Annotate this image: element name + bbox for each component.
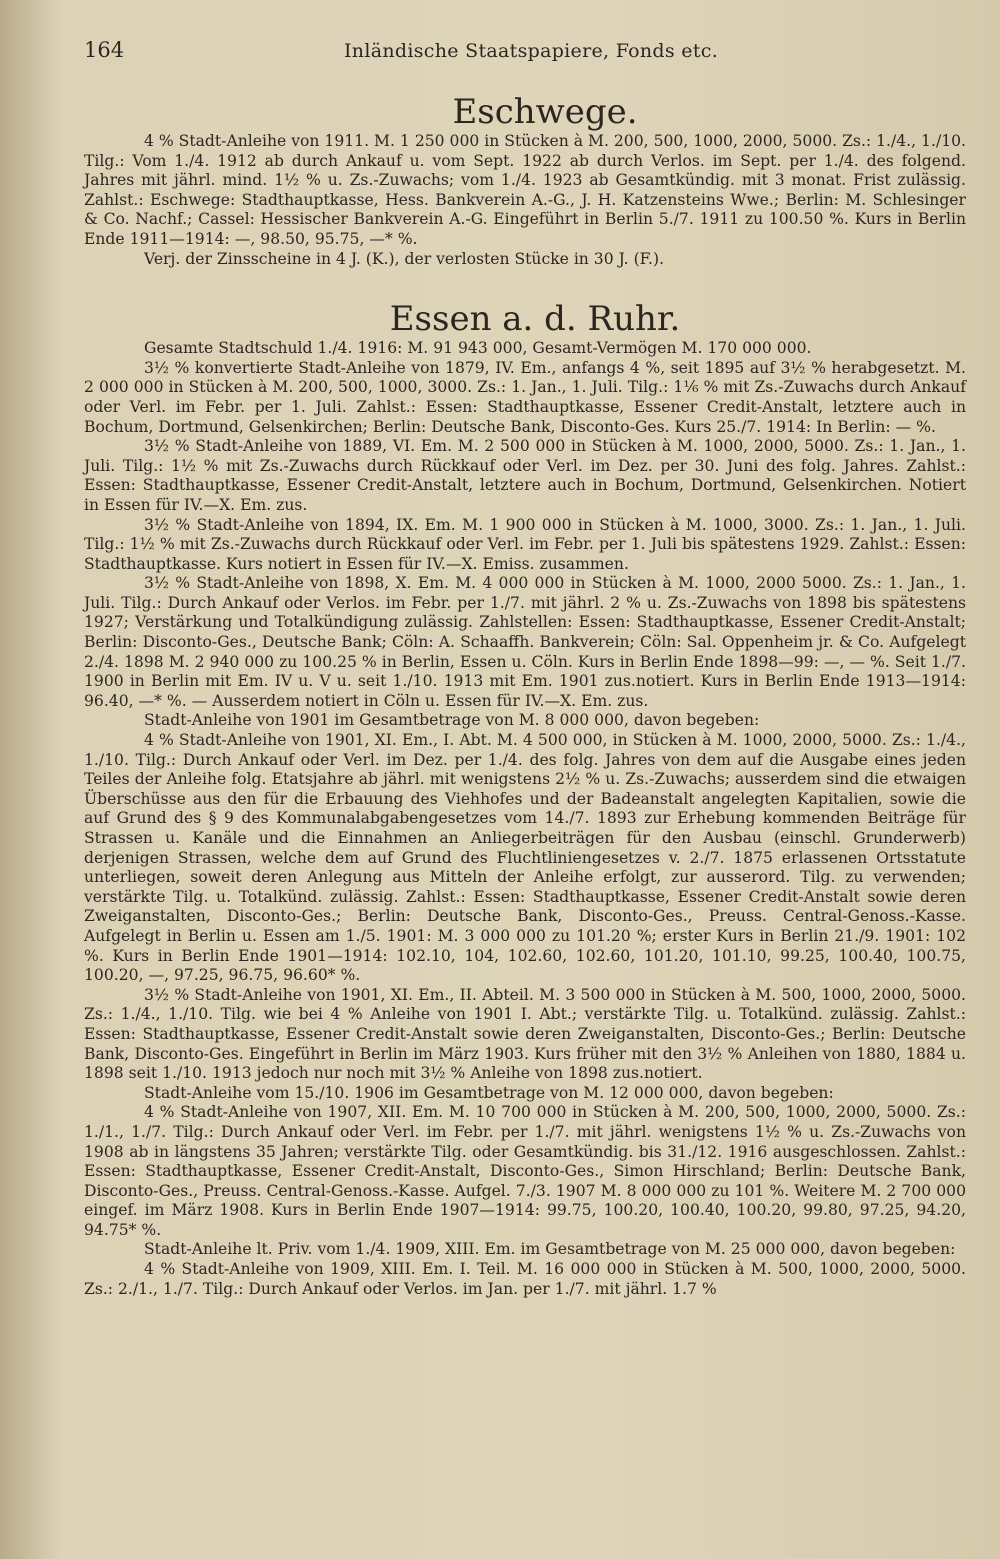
page-header xyxy=(84,38,966,72)
paragraph: 3½ % Stadt-Anleihe von 1901, XI. Em., II. Abteil. M. 3 500 000 in Stücken à M. 500, 1000, 2000, 5000. Zs.: 1./4., 1./10. Tilg. wie bei 4 % Anleihe von 1901 I. Abt.; verstärkte Tilg. u. Totalkünd. zulässig. Zahlst.: Essen: Stadthauptkasse, Essener Credit-Anstalt sowie deren Zweiganstalten, Disconto-Ges.; Berlin: Deutsche Bank, Disconto-Ges. Eingeführt in Berlin im März 1903. Kurs früher mit den 3½ % Anleihen von 1880, 1884 u. 1898 seit 1./10. 1913 jedoch nur noch mit 3½ % Anleihe von 1898 zus.notiert. xyxy=(84,985,966,1083)
paragraph: 4 % Stadt-Anleihe von 1911. M. 1 250 000 in Stücken à M. 200, 500, 1000, 2000, 5000. Zs.: 1./4., 1./10. Tilg.: Vom 1./4. 1912 ab durch Ankauf u. vom Sept. 1922 ab durch Verlos. im Sept. per 1./4. des folgend. Jahres mit jährl. mind. 1½ % u. Zs.-Zuwachs; vom 1./4. 1923 ab Gesamtkündig. mit 3 monat. Frist zulässig. Zahlst.: Eschwege: Stadthauptkasse, Hess. Bankverein A.-G., J. H. Katzensteins Wwe.; Berlin: M. Schlesinger & Co. Nachf.; Cassel: Hessischer Bankverein A.-G. Eingeführt in Berlin 5./7. 1911 zu 100.50 %. Kurs in Berlin Ende 1911—1914: —, 98.50, 95.75, —* %. xyxy=(84,132,966,248)
section-title-essen: Essen a. d. Ruhr. xyxy=(389,299,681,340)
section-title-eschwege: Eschwege. xyxy=(452,92,638,132)
paragraph: Verj. der Zinsscheine in 4 J. (K.), der verlosten Stücke in 30 J. (F.). xyxy=(144,249,665,268)
paragraph: Gesamte Stadtschuld 1./4. 1916: M. 91 943 000, Gesamt-Vermögen M. 170 000 000. xyxy=(144,339,812,358)
paragraph: 4 % Stadt-Anleihe von 1909, XIII. Em. I. Teil. M. 16 000 000 in Stücken à M. 500, 1000, 2000, 5000. Zs.: 2./1., 1./7. Tilg.: Durch Ankauf oder Verlos. im Jan. per 1./7. mit jährl. 1.7 % xyxy=(84,1260,966,1298)
paragraph: Stadt-Anleihe vom 15./10. 1906 im Gesamtbetrage von M. 12 000 000, davon begeben: xyxy=(144,1083,834,1102)
paragraph: Stadt-Anleihe lt. Priv. vom 1./4. 1909, XIII. Em. im Gesamtbetrage von M. 25 000 000, davon begeben: xyxy=(144,1240,956,1259)
binding-shadow xyxy=(0,0,60,1559)
paragraph: 3½ % konvertierte Stadt-Anleihe von 1879, IV. Em., anfangs 4 %, seit 1895 auf 3½ % herabgesetzt. M. 2 000 000 in Stücken à M. 200, 500, 1000, 3000. Zs.: 1. Jan., 1. Juli. Tilg.: 1⅙ % mit Zs.-Zuwachs durch Ankauf oder Verl. im Febr. per 1. Juli. Zahlst.: Essen: Stadthauptkasse, Essener Credit-Anstalt, letztere auch in Bochum, Dortmund, Gelsenkirchen; Berlin: Deutsche Bank, Disconto-Ges. Kurs 25./7. 1914: In Berlin: — %. xyxy=(84,358,966,436)
paragraph: 3½ % Stadt-Anleihe von 1898, X. Em. M. 4 000 000 in Stücken à M. 1000, 2000 5000. Zs.: 1. Jan., 1. Juli. Tilg.: Durch Ankauf oder Verlos. im Febr. per 1./7. mit jährl. 2 % u. Zs.-Zuwachs von 1898 bis spätestens 1927; Verstärkung und Totalkündigung zulässig. Zahlstellen: Essen: Stadthauptkasse, Essener Credit-Anstalt; Berlin: Disconto-Ges., Deutsche Bank; Cöln: A. Schaaffh. Bankverein; Cöln: Sal. Oppenheim jr. & Co. Aufgelegt 2./4. 1898 M. 2 940 000 zu 100.25 % in Berlin, Essen u. Cöln. Kurs in Berlin Ende 1898—99: —, — %. Seit 1./7. 1900 in Berlin mit Em. IV u. V u. seit 1./10. 1913 mit Em. 1901 zus.notiert. Kurs in Berlin Ende 1913—1914: 96.40, —* %. — Ausserdem notiert in Cöln u. Essen für IV.—X. Em. zus. xyxy=(84,574,966,710)
running-title: Inländische Staatspapiere, Fonds etc. xyxy=(344,40,719,62)
page-number: 164 xyxy=(84,38,125,62)
paragraph: Stadt-Anleihe von 1901 im Gesamtbetrage von M. 8 000 000, davon begeben: xyxy=(144,711,760,730)
paragraph: 4 % Stadt-Anleihe von 1907, XII. Em. M. 10 700 000 in Stücken à M. 200, 500, 1000, 2000, 5000. Zs.: 1./1., 1./7. Tilg.: Durch Ankauf oder Verl. im Febr. per 1./7. mit jährl. wenigstens 1½ % u. Zs.-Zuwachs von 1908 ab in längstens 35 Jahren; verstärkte Tilg. oder Gesamtkündig. bis 31./12. 1916 ausgeschlossen. Zahlst.: Essen: Stadthauptkasse, Essener Credit-Anstalt, Disconto-Ges., Simon Hirschland; Berlin: Deutsche Bank, Disconto-Ges., Preuss. Central-Genoss.-Kasse. Aufgel. 7./3. 1907 M. 8 000 000 zu 101 %. Weitere M. 2 700 000 eingef. im März 1908. Kurs in Berlin Ende 1907—1914: 99.75, 100.20, 100.40, 100.20, 99.80, 97.25, 94.20, 94.75* %. xyxy=(84,1103,966,1239)
paragraph: 4 % Stadt-Anleihe von 1901, XI. Em., I. Abt. M. 4 500 000, in Stücken à M. 1000, 2000, 5000. Zs.: 1./4., 1./10. Tilg.: Durch Ankauf oder Verl. im Dez. per 1./4. des folg. Jahres von dem auf die Ausgabe eines jeden Teiles der Anleihe folg. Etatsjahre ab jährl. mit wenigstens 2½ % u. Zs.-Zuwachs; ausserdem sind die etwaigen Überschüsse aus den für die Erbauung des Viehhofes und der Badeanstalt angelegten Kapitalien, sowie die auf Grund des § 9 des Kommunalabgabengesetzes vom 14./7. 1893 zur Erhebung kommenden Beiträge für Strassen u. Kanäle und die Einnahmen an Anliegerbeiträgen für den Ausbau (einschl. Grunderwerb) derjenigen Strassen, welche dem auf Grund des Fluchtliniengesetzes v. 2./7. 1875 erlassenen Ortsstatute unterliegen, soweit deren Anlegung aus Mitteln der Anleihe erfolgt, zur ausserord. Tilg. zu verwenden; verstärkte Tilg. u. Totalkünd. zulässig. Zahlst.: Essen: Stadthauptkasse, Essener Credit-Anstalt sowie deren Zweiganstalten, Disconto-Ges.; Berlin: Deutsche Bank, Disconto-Ges., Preuss. Central-Genoss.-Kasse. Aufgelegt in Berlin u. Essen am 1./5. 1901: M. 3 000 000 zu 101.20 %; erster Kurs in Berlin 21./9. 1901: 102 %. Kurs in Berlin Ende 1901—1914: 102.10, 104, 102.60, 102.60, 101.20, 101.10, 99.25, 100.40, 100.75, 100.20, —, 97.25, 96.75, 96.60* %. xyxy=(84,731,966,985)
paragraph: 3½ % Stadt-Anleihe von 1889, VI. Em. M. 2 500 000 in Stücken à M. 1000, 2000, 5000. Zs.: 1. Jan., 1. Juli. Tilg.: 1½ % mit Zs.-Zuwachs durch Rückkauf oder Verl. im Dez. per 30. Juni des folg. Jahres. Zahlst.: Essen: Stadthauptkasse, Essener Credit-Anstalt, letztere auch in Bochum, Dortmund, Gelsenkirchen. Notiert in Essen für IV.—X. Em. zus. xyxy=(84,437,966,514)
paragraph: 3½ % Stadt-Anleihe von 1894, IX. Em. M. 1 900 000 in Stücken à M. 1000, 3000. Zs.: 1. Jan., 1. Juli. Tilg.: 1½ % mit Zs.-Zuwachs durch Rückkauf oder Verl. im Febr. per 1. Juli bis spätestens 1929. Zahlst.: Essen: Stadthauptkasse. Kurs notiert in Essen für IV.—X. Emiss. zusammen. xyxy=(84,515,966,573)
